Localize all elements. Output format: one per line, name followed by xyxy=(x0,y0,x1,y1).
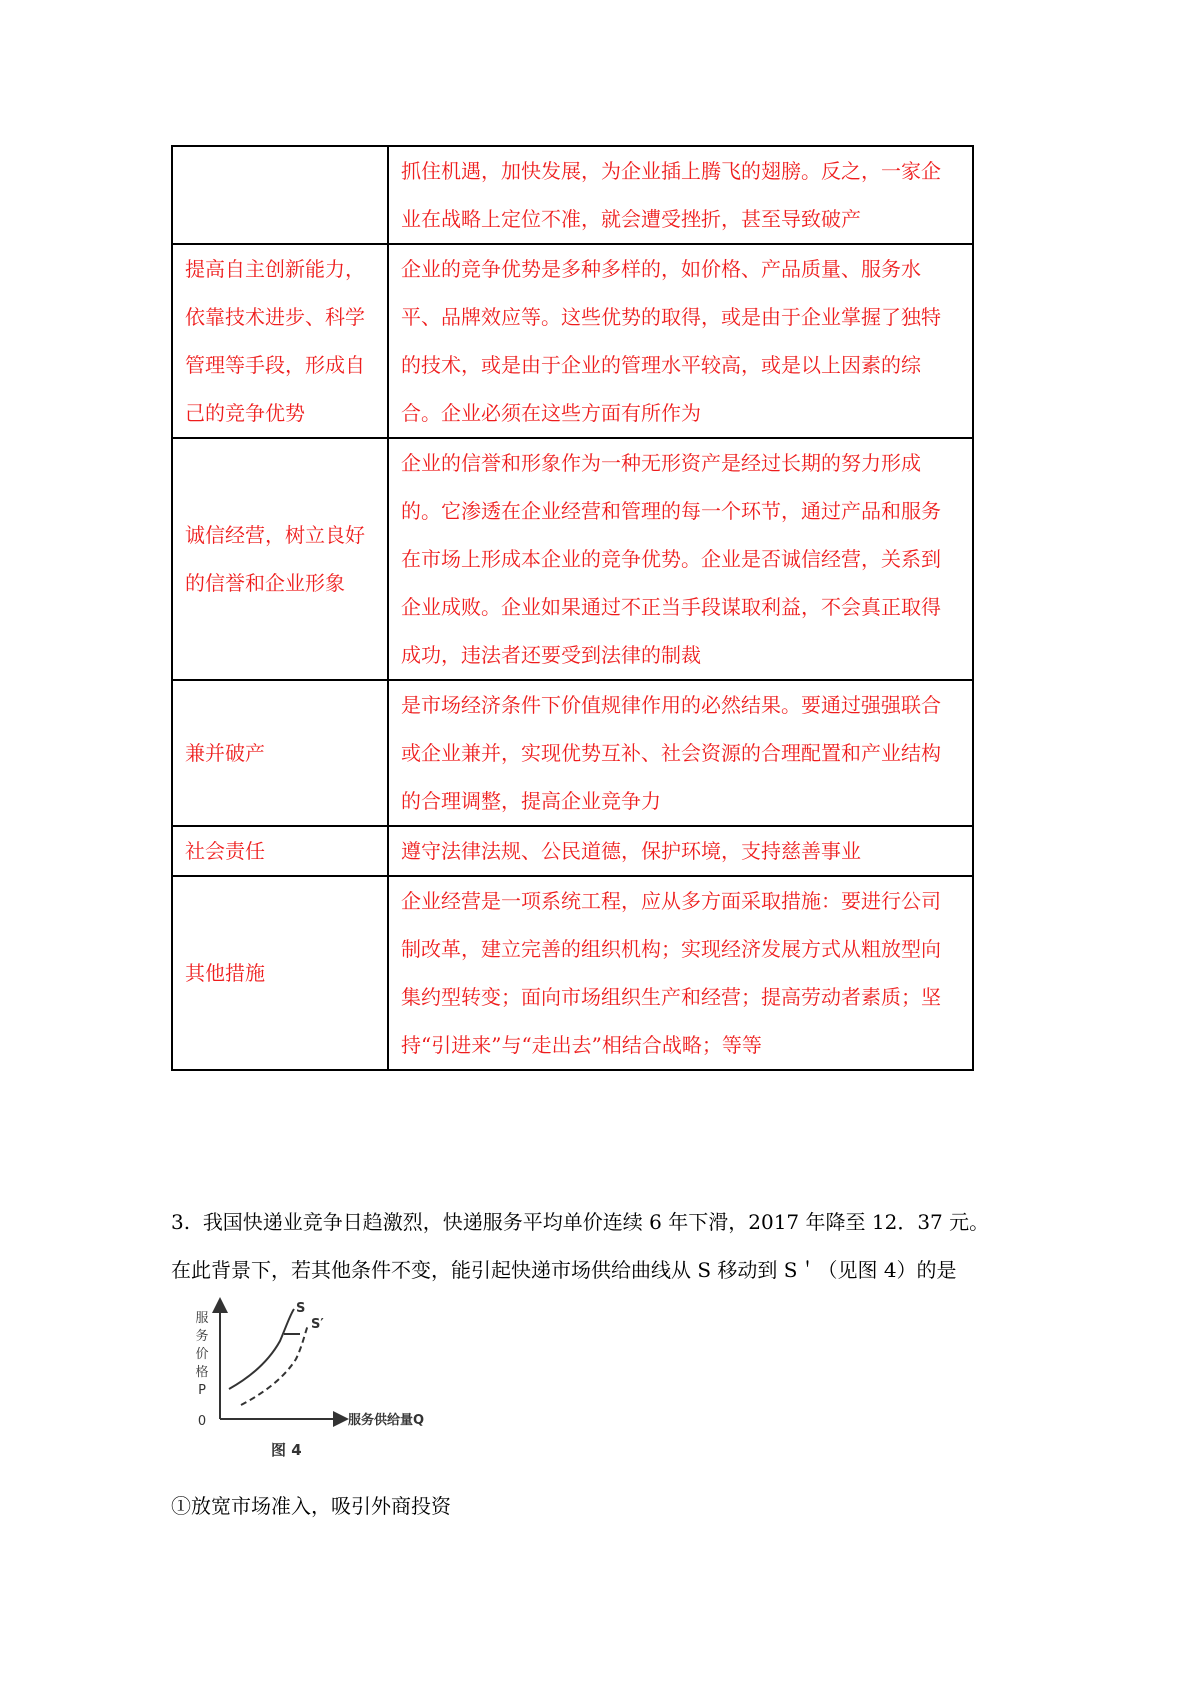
question-3 xyxy=(171,1198,1031,1294)
y-axis-label-char: 价 xyxy=(195,1347,209,1362)
question-text-1: 我国快递业竞争日趋激烈，快递服务平均单价连续 6 年下滑，2017 年降至 12．37 元。 xyxy=(202,1210,990,1234)
question-line-1 xyxy=(171,1198,1031,1246)
x-axis-label: 服务供给量Q xyxy=(348,1413,425,1428)
table-row xyxy=(172,876,973,1070)
table-row xyxy=(172,438,973,680)
supply-curve-svg xyxy=(176,1297,476,1467)
question-line-2: 在此背景下，若其他条件不变，能引起快递市场供给曲线从 S 移动到 S＇（见图 4）的是 xyxy=(171,1258,957,1282)
table-row xyxy=(172,680,973,826)
measure-name-cell xyxy=(172,146,388,244)
table-row xyxy=(172,146,973,244)
y-axis-label-char: 格 xyxy=(195,1365,209,1380)
origin-label: 0 xyxy=(197,1414,207,1429)
supply-curve-s-prime xyxy=(241,1325,308,1405)
table-row xyxy=(172,826,973,876)
question-number: 3. xyxy=(171,1210,191,1234)
y-axis-label-char: 服 xyxy=(195,1311,209,1326)
measure-name-cell: 兼并破产 xyxy=(172,680,388,826)
measure-name-cell: 社会责任 xyxy=(172,826,388,876)
figure-caption: 图 4 xyxy=(271,1441,302,1459)
y-axis-label-char: P xyxy=(198,1383,206,1398)
supply-curve-figure xyxy=(176,1297,476,1467)
y-axis-label xyxy=(195,1311,208,1398)
measure-description-cell: 抓住机遇，加快发展，为企业插上腾飞的翅膀。反之，一家企业在战略上定位不准，就会遭受挫折，甚至导致破产 xyxy=(388,146,973,244)
curve-label-s-prime: S′ xyxy=(311,1317,324,1332)
measure-description-cell: 企业的信誉和形象作为一种无形资产是经过长期的努力形成的。它渗透在企业经营和管理的每一个环节，通过产品和服务在市场上形成本企业的竞争优势。企业是否诚信经营，关系到企业成败。企业如果通过不正当手段谋取利益，不会真正取得成功，违法者还要受到法律的制裁 xyxy=(388,438,973,680)
option-1: ①放宽市场准入，吸引外商投资 xyxy=(171,1494,451,1518)
measure-description-cell: 遵守法律法规、公民道德，保护环境，支持慈善事业 xyxy=(388,826,973,876)
measure-name-cell: 其他措施 xyxy=(172,876,388,1070)
curve-label-s: S xyxy=(296,1301,306,1316)
enterprise-measures-table xyxy=(171,145,974,1071)
supply-curve-s xyxy=(229,1309,294,1389)
measure-name-cell: 诚信经营，树立良好的信誉和企业形象 xyxy=(172,438,388,680)
y-axis-label-char: 务 xyxy=(195,1329,209,1344)
measure-name-cell: 提高自主创新能力，依靠技术进步、科学管理等手段，形成自己的竞争优势 xyxy=(172,244,388,438)
measure-description-cell: 是市场经济条件下价值规律作用的必然结果。要通过强强联合或企业兼并，实现优势互补、社会资源的合理配置和产业结构的合理调整，提高企业竞争力 xyxy=(388,680,973,826)
table-row xyxy=(172,244,973,438)
measure-description-cell: 企业经营是一项系统工程，应从多方面采取措施：要进行公司制改革，建立完善的组织机构；实现经济发展方式从粗放型向集约型转变；面向市场组织生产和经营；提高劳动者素质；坚持“引进来”与“走出去”相结合战略；等等 xyxy=(388,876,973,1070)
measure-description-cell: 企业的竞争优势是多种多样的，如价格、产品质量、服务水平、品牌效应等。这些优势的取得，或是由于企业掌握了独特的技术，或是由于企业的管理水平较高，或是以上因素的综合。企业必须在这些方面有所作为 xyxy=(388,244,973,438)
